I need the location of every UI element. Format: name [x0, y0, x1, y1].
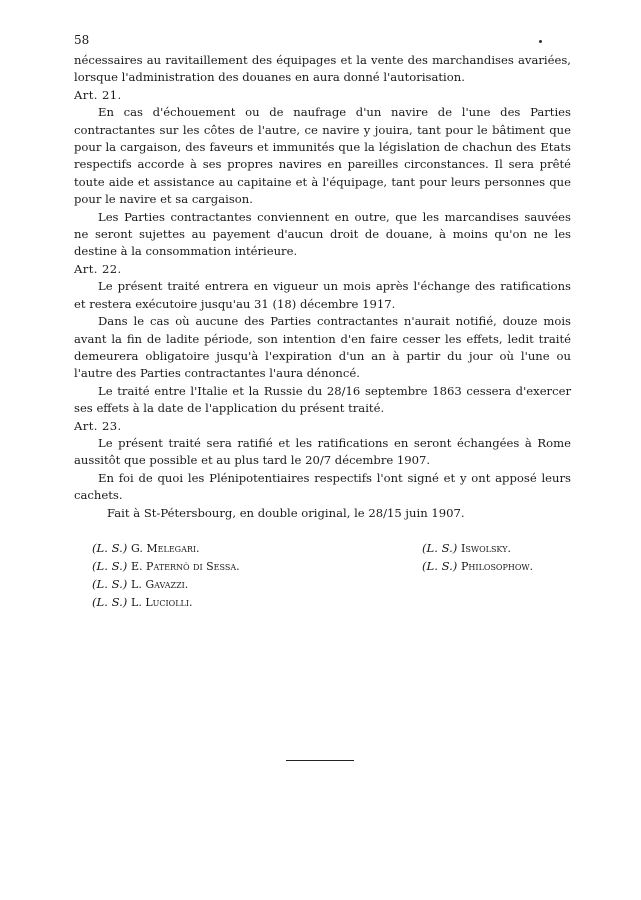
document-body	[74, 52, 571, 614]
signatory-name: E. Paternò di Sessa.	[131, 559, 240, 573]
article-22-paragraph-2: Dans le cas où aucune des Parties contractantes n'aurait notifié, douze mois avant la fin de ladite période, son intention d'en faire cesser les effets, ledit traité demeurera obligatoire jusqu'à l'expiration d'un an à partir du jour où l'une ou l'autre des Parties contractantes l'aura dénoncé.	[74, 314, 571, 381]
signatory	[92, 593, 240, 611]
seal-mark: (L. S.)	[92, 558, 128, 573]
signatory	[92, 539, 240, 557]
article-23-paragraph-2: En foi de quoi les Plénipotentiaires respectifs l'ont signé et y ont apposé leurs cachets.	[74, 470, 571, 503]
article-22-heading: Art. 22.	[74, 261, 122, 276]
seal-mark: (L. S.)	[422, 558, 458, 573]
closing-rule	[286, 760, 354, 761]
signatory	[422, 557, 533, 575]
article-21-paragraph-2: Les Parties contractantes conviennent en outre, que les marcandises sauvées ne seront sujettes au payement d'aucun droit de douane, à moins qu'on ne les destine à la consommation intérieure.	[74, 209, 571, 259]
signatory-name: Philosophow.	[461, 559, 534, 573]
seal-mark: (L. S.)	[422, 540, 458, 555]
signing-statement: Fait à St-Pétersbourg, en double original, le 28/15 juin 1907.	[107, 505, 465, 520]
signatory-name: L. Gavazzi.	[131, 577, 189, 591]
signatory-name: L. Luciolli.	[131, 595, 193, 609]
article-23-heading: Art. 23.	[74, 418, 122, 433]
italian-signatories	[92, 539, 240, 611]
signature-block	[74, 539, 571, 614]
signatory-name: Iswolsky.	[461, 541, 511, 555]
signatory	[422, 539, 533, 557]
seal-mark: (L. S.)	[92, 576, 128, 591]
article-22-paragraph-3: Le traité entre l'Italie et la Russie du 28/16 septembre 1863 cessera d'exercer ses effets à la date de l'application du présent traité.	[74, 383, 571, 416]
seal-mark: (L. S.)	[92, 594, 128, 609]
intro-paragraph: nécessaires au ravitaillement des équipages et la vente des marchandises avariées, lorsque l'administration des douanes en aura donné l'autorisation.	[74, 53, 571, 85]
russian-signatories	[422, 539, 533, 575]
signatory	[92, 557, 240, 575]
signatory-name: G. Melegari.	[131, 541, 200, 555]
article-23-paragraph-1: Le présent traité sera ratifié et les ratifications en seront échangées à Rome aussitôt que possible et au plus tard le 20/7 décembre 1907.	[74, 435, 571, 468]
signatory	[92, 575, 240, 593]
seal-mark: (L. S.)	[92, 540, 128, 555]
article-21-heading: Art. 21.	[74, 87, 122, 102]
article-22-paragraph-1: Le présent traité entrera en vigueur un mois après l'échange des ratifications et restera exécutoire jusqu'au 31 (18) décembre 1917.	[74, 279, 571, 311]
ink-speck	[539, 40, 542, 43]
page-number: 58	[74, 33, 90, 47]
article-21-paragraph-1: En cas d'échouement ou de naufrage d'un navire de l'une des Parties contractantes sur les côtes de l'autre, ce navire y jouira, tant pour le bâtiment que pour la cargaison, des faveurs et immunités que la législation de chachun des Etats respectifs accorde à ses propres navires en pareilles circonstances. Il sera prêté toute aide et assistance au capitaine et à l'équipage, tant pour leurs personnes que pour le navire et sa cargaison.	[74, 105, 571, 207]
